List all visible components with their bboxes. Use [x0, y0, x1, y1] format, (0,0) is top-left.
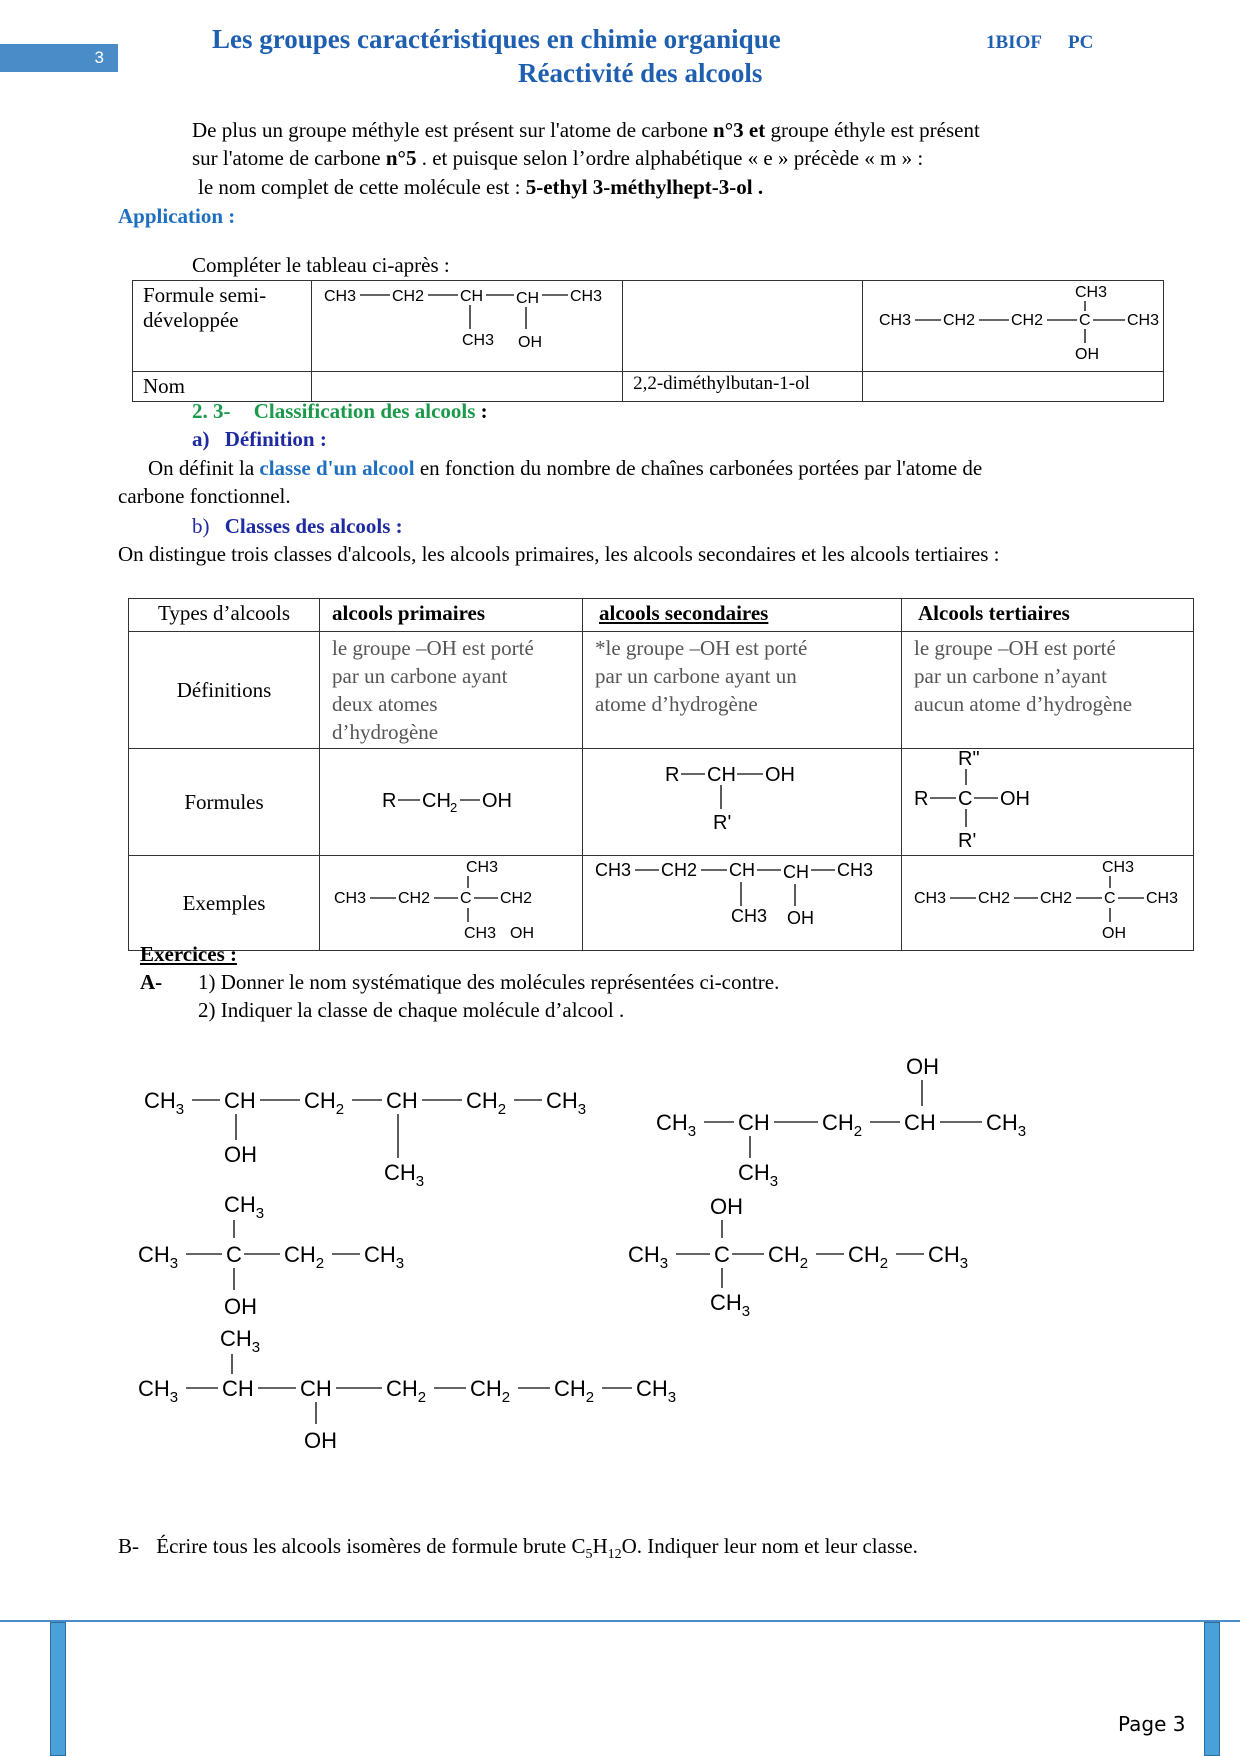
formula-r-c-oh-r-r: [902, 749, 1192, 849]
app-name-2: 2,2-diméthylbutan-1-ol: [623, 372, 863, 402]
svg-text:R': R': [713, 812, 732, 834]
svg-text:CH: CH: [516, 290, 540, 307]
svg-text:CH3: CH3: [731, 906, 768, 926]
svg-text:CH3: $CH_3$: [546, 1088, 587, 1118]
svg-text:CH2: $CH_2$: [304, 1088, 345, 1118]
footer-right-bar: [1204, 1622, 1220, 1756]
svg-text:CH2: CH2: [392, 288, 425, 305]
definition-text-1: On définit la classe d'un alcool en fonction du nombre de chaînes carbonées portées par l'atome de: [148, 456, 983, 480]
application-table: [132, 280, 1164, 402]
molecule-2-methylbutan-2-ol-example: [320, 856, 580, 944]
svg-text:C: C: [460, 890, 472, 907]
svg-text:C: C: [1079, 312, 1091, 329]
svg-text:R: R: [382, 790, 397, 812]
formula-secondary: [583, 749, 902, 856]
svg-text:C: C: [958, 788, 973, 810]
header-tertiary: Alcools tertiaires: [902, 599, 1194, 632]
app-row1-label: Formule semi- développée: [133, 281, 312, 372]
exercise-a-label: A-: [140, 970, 163, 994]
exercise-molecule-2: [656, 1054, 1026, 1190]
svg-text:CH3: CH3: [1146, 890, 1179, 907]
definition-heading: a) Définition :: [192, 427, 327, 451]
definition-text-2: carbone fonctionnel.: [118, 484, 291, 508]
svg-text:CH: CH: [460, 288, 484, 305]
svg-text:CH2: CH2: [1011, 312, 1044, 329]
intro-line-3: le nom complet de cette molécule est : 5-ethyl 3-méthylhept-3-ol .: [198, 175, 764, 199]
svg-text:CH: CH: [224, 1088, 256, 1113]
svg-text:CH3: $CH_3$: [364, 1242, 405, 1272]
svg-text:CH3: $CH_3$: [220, 1326, 261, 1356]
app-formula-2-blank: [623, 281, 863, 372]
svg-text:CH: CH: [300, 1376, 332, 1401]
svg-text:CH2: $CH_2$: [466, 1088, 507, 1118]
header-primary: alcools primaires: [320, 599, 583, 632]
application-title: Application :: [118, 204, 236, 228]
molecule-3-methylpentan-3-ol-example: [583, 856, 893, 944]
svg-text:CH3: $CH_3$: [710, 1290, 751, 1320]
app-name-1-blank: [312, 372, 623, 402]
svg-text:CH2: CH2: [1040, 890, 1073, 907]
svg-text:CH3: $CH_3$: [986, 1110, 1027, 1140]
svg-text:CH3: CH3: [570, 288, 603, 305]
svg-text:OH: OH: [518, 334, 543, 351]
svg-text:CH3: CH3: [466, 859, 499, 876]
example-tertiary: [902, 856, 1194, 951]
app-formula-3: [863, 281, 1164, 372]
exercise-a-q1: 1) Donner le nom systématique des molécules représentées ci-contre.: [198, 970, 780, 994]
formula-primary: [320, 749, 583, 856]
svg-text:CH: CH: [386, 1088, 418, 1113]
row-label-definitions: Définitions: [129, 632, 320, 749]
footer-page-number: Page 3: [1118, 1712, 1186, 1736]
header-subtitle: Réactivité des alcools: [518, 58, 763, 88]
svg-text:OH: OH: [1075, 346, 1099, 363]
svg-text:C: C: [714, 1242, 730, 1267]
header-secondary: alcools secondaires: [583, 599, 902, 632]
app-row2-label: Nom: [133, 372, 312, 402]
svg-text:CH2: $CH_2$: [768, 1242, 809, 1272]
svg-text:C: C: [226, 1242, 242, 1267]
svg-text:OH: OH: [304, 1428, 337, 1453]
svg-text:CH3: $CH_3$: [636, 1376, 677, 1406]
app-formula-1: [312, 281, 623, 372]
def-primary: le groupe –OH est porté par un carbone ayant deux atomes d’hydrogène: [320, 632, 583, 749]
svg-text:CH2: $CH_2$: [848, 1242, 889, 1272]
svg-text:CH3: CH3: [1102, 859, 1135, 876]
row-label-formulas: Formules: [129, 749, 320, 856]
svg-text:CH3: $CH_3$: [928, 1242, 969, 1272]
page-number-tab: 3: [0, 44, 118, 72]
svg-text:CH: CH: [738, 1110, 770, 1135]
exercise-molecules: [120, 1040, 1120, 1460]
svg-text:CH2: $CH_2$: [822, 1110, 863, 1140]
svg-text:CH3: $CH_3$: [138, 1376, 179, 1406]
header-types: Types d’alcools: [129, 599, 320, 632]
svg-text:OH: OH: [510, 925, 534, 942]
svg-text:CH2: CH2: [943, 312, 976, 329]
example-secondary: [583, 856, 902, 951]
svg-text:R: R: [665, 764, 680, 786]
exercise-a-q2: 2) Indiquer la classe de chaque molécule d’alcool .: [198, 998, 625, 1022]
exercises-title: Exercices :: [140, 942, 237, 966]
svg-text:CH2: $CH_2$: [284, 1242, 325, 1272]
svg-text:CH: CH: [729, 860, 755, 880]
svg-text:CH2: CH2: [661, 860, 698, 880]
svg-text:CH3: $CH_3$: [224, 1192, 265, 1222]
row-label-examples: Exemples: [129, 856, 320, 951]
app-name-3-blank: [863, 372, 1164, 402]
svg-text:CH3: CH3: [1075, 284, 1108, 301]
formula-r-ch-oh-r: [583, 749, 893, 849]
header-subject-tag: PC: [1068, 32, 1094, 53]
svg-text:R: R: [914, 788, 929, 810]
exercise-b: B- Écrire tous les alcools isomères de formule brute $C_5H_{12}O$. Indiquer leur nom et leur classe.: [118, 1534, 918, 1563]
svg-text:CH2: $CH_2$: [470, 1376, 511, 1406]
footer-divider: [0, 1620, 1240, 1622]
exercise-molecule-3: [138, 1192, 404, 1319]
def-tertiary: le groupe –OH est porté par un carbone n’ayant aucun atome d’hydrogène: [902, 632, 1194, 749]
svg-text:CH3: CH3: [1127, 312, 1160, 329]
footer-left-bar: [50, 1622, 66, 1756]
svg-text:CH3: CH3: [914, 890, 947, 907]
exercise-molecule-5: [138, 1326, 676, 1453]
exercise-molecule-4: [628, 1194, 968, 1320]
svg-text:OH: OH: [224, 1294, 257, 1319]
svg-text:CH2: CH2: [500, 890, 533, 907]
svg-text:OH: OH: [765, 764, 795, 786]
svg-text:CH3: CH3: [464, 925, 497, 942]
molecule-2-methylpentan-2-ol: [863, 281, 1163, 365]
intro-line-2: sur l'atome de carbone n°5 . et puisque selon l’ordre alphabétique « e » précède « m » :: [192, 146, 924, 170]
formula-r-ch2-oh: [320, 749, 580, 849]
svg-text:CH: CH: [783, 862, 809, 882]
svg-text:OH: OH: [482, 790, 512, 812]
example-primary: [320, 856, 583, 951]
svg-text:OH: OH: [1102, 925, 1126, 942]
svg-text:CH2: $CH_2$: [554, 1376, 595, 1406]
svg-text:CH3: $CH_3$: [138, 1242, 179, 1272]
svg-text:OH: OH: [1000, 788, 1030, 810]
svg-text:C: C: [1104, 890, 1116, 907]
formula-tertiary: [902, 749, 1194, 856]
svg-text:CH3: $CH_3$: [738, 1160, 779, 1190]
classes-intro: On distingue trois classes d'alcools, les alcools primaires, les alcools secondaires et les alcools tertiaires :: [118, 542, 1000, 566]
svg-text:CH2: CH2: [398, 890, 431, 907]
svg-text:CH3: $CH_3$: [628, 1242, 669, 1272]
exercise-molecule-1: [144, 1088, 586, 1190]
molecule-3-methylpentan-3-ol: [312, 281, 622, 365]
svg-text:CH: CH: [707, 764, 736, 786]
svg-text:CH3: CH3: [334, 890, 367, 907]
classes-heading: b) Classes des alcools :: [192, 514, 403, 538]
svg-text:OH: OH: [906, 1054, 939, 1079]
svg-text:R': R': [958, 830, 977, 849]
application-instruction: Compléter le tableau ci-après :: [192, 253, 450, 277]
header-class-tag: 1BIOF: [986, 32, 1042, 53]
svg-text:OH: OH: [224, 1142, 257, 1167]
svg-text:CH3: $CH_3$: [144, 1088, 185, 1118]
classes-table: [128, 598, 1194, 951]
svg-text:CH3: CH3: [595, 860, 632, 880]
svg-text:CH2: $CH_2$: [386, 1376, 427, 1406]
svg-text:2: 2: [450, 800, 458, 815]
section-heading: 2. 3- Classification des alcools :: [192, 399, 488, 423]
svg-text:CH3: CH3: [324, 288, 357, 305]
svg-text:CH3: CH3: [837, 860, 874, 880]
svg-text:CH: CH: [422, 790, 451, 812]
svg-text:CH3: CH3: [462, 332, 495, 349]
molecule-2-methylpentan-2-ol-example: [902, 856, 1192, 944]
header-title: Les groupes caractéristiques en chimie organique: [212, 24, 781, 54]
def-secondary: *le groupe –OH est porté par un carbone ayant un atome d’hydrogène: [583, 632, 902, 749]
svg-text:OH: OH: [710, 1194, 743, 1219]
svg-text:CH3: $CH_3$: [656, 1110, 697, 1140]
svg-text:R": R": [958, 749, 980, 770]
svg-text:CH3: $CH_3$: [384, 1160, 425, 1190]
svg-text:CH: CH: [222, 1376, 254, 1401]
svg-text:CH2: CH2: [978, 890, 1011, 907]
svg-text:OH: OH: [787, 908, 814, 928]
svg-text:CH3: CH3: [879, 312, 912, 329]
svg-text:CH: CH: [904, 1110, 936, 1135]
intro-line-1: De plus un groupe méthyle est présent sur l'atome de carbone n°3 et groupe éthyle est présent: [192, 118, 980, 142]
